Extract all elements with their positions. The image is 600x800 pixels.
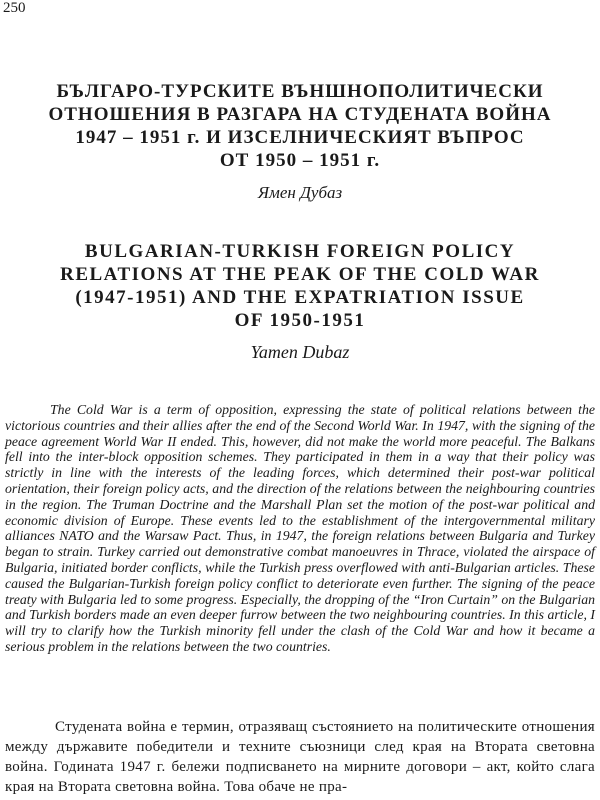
english-author: Yamen Dubaz — [250, 342, 350, 362]
english-title-line: OF 1950-1951 — [234, 310, 366, 331]
bulgarian-title-line: ОТ 1950 – 1951 г. — [219, 150, 381, 171]
page-number: 250 — [3, 0, 26, 16]
body-paragraph: Студената война е термин, отразяващ състоянието на политическите отношения между държавите победители и техните съюзници след края на Втората световна война. Годината 1947 г. бележи подписването на мирните договори – акт, който слага края на Втората световна война. Това обаче не пра- — [5, 719, 595, 795]
abstract-paragraph: The Cold War is a term of opposition, expressing the state of political relations between the victorious countries and their allies after the end of the Second World War. In 1947, with the signing of the peace agreement World War II ended. This, however, did not make the world more peaceful. The Balkans fell into the inter-block opposition schemes. They participated in them in a way that their policy was strictly in line with the interests of the leading forces, which determined their post-war political orientation, their foreign policy acts, and the direction of the relations between the neighbouring countries in the region. The Truman Doctrine and the Marshall Plan set the motion of the post-war political and economic division of Europe. These events led to the establishment of the intergovernmental military alliances NATO and the Warsaw Pact. Thus, in 1947, the foreign relations between Bulgaria and Turkey began to strain. Turkey carried out demonstrative combat manoeuvres in Thrace, violated the airspace of Bulgaria, initiated border conflicts, while the Turkish press overflowed with anti-Bulgarian articles. These caused the Bulgarian-Turkish foreign policy conflict to deteriorate even further. The signing of the peace treaty with Bulgaria led to some progress. Especially, the dropping of the “Iron Curtain” on the Bulgarian and Turkish borders made an even deeper furrow between the two neighbouring countries. In this article, I will try to clarify how the Turkish minority fell under the clash of the Cold War and how it became a serious problem in the relations between the two countries. — [5, 402, 595, 654]
bulgarian-author: Ямен Дубаз — [257, 183, 343, 202]
bulgarian-title-line: БЪЛГАРО-ТУРСКИТЕ ВЪНШНОПОЛИТИЧЕСКИ — [56, 81, 544, 102]
english-title-line: RELATIONS AT THE PEAK OF THE COLD WAR — [60, 264, 540, 285]
english-title-line: BULGARIAN-TURKISH FOREIGN POLICY — [84, 241, 516, 262]
bulgarian-title-line: ОТНОШЕНИЯ В РАЗГАРА НА СТУДЕНАТА ВОЙНА — [48, 104, 552, 125]
bulgarian-title-line: 1947 – 1951 г. И ИЗСЕЛНИЧЕСКИЯТ ВЪПРОС — [75, 127, 525, 148]
bulgarian-title — [0, 80, 600, 172]
english-title-line: (1947-1951) AND THE EXPATRIATION ISSUE — [75, 287, 525, 308]
english-title — [0, 240, 600, 332]
